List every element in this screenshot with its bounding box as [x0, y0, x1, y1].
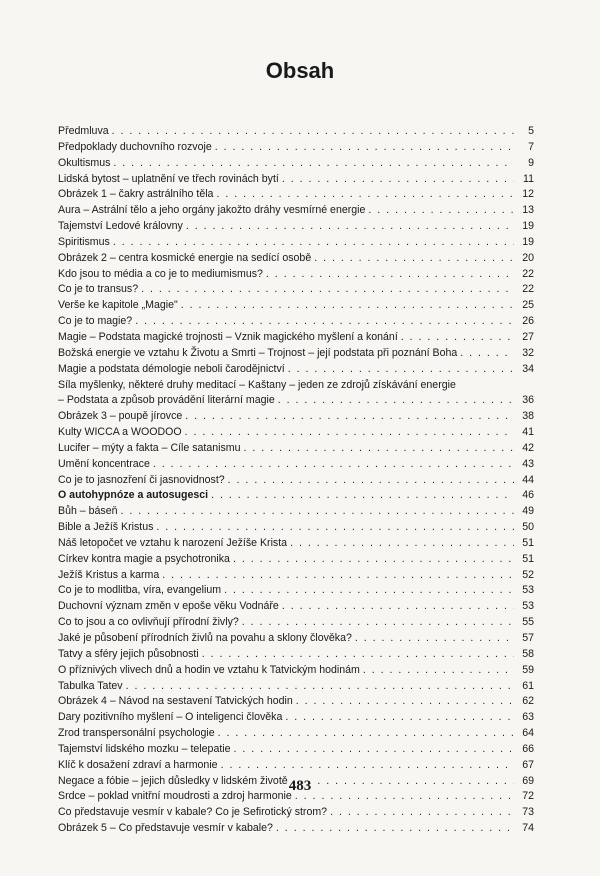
toc-entry-title: Božská energie ve vztahu k Životu a Smrti – Trojnost – její podstata při poznání Boha	[58, 346, 458, 359]
toc-entry-title: Co představuje vesmír v kabale? Co je Sefirotický strom?	[58, 806, 328, 819]
toc-entry-page: 64	[522, 727, 534, 740]
toc-entry-title: Spiritismus	[58, 235, 110, 248]
toc-entry	[58, 488, 534, 504]
toc-entry-page: 43	[522, 457, 534, 470]
toc-leader-dots	[221, 758, 514, 774]
toc-entry-title: Magie – Podstata magické trojnosti – Vznik magického myšlení a konání	[58, 330, 398, 343]
table-of-contents	[58, 124, 534, 837]
toc-entry	[58, 552, 534, 568]
toc-entry-page: 41	[522, 426, 534, 439]
toc-entry	[58, 710, 534, 726]
toc-entry-title: Bible a Ježíš Kristus	[58, 521, 154, 534]
toc-entry-page: 5	[528, 125, 534, 137]
toc-entry	[58, 219, 534, 235]
toc-entry-title: Jaké je působení přírodních živlů na povahu a sklony člověka?	[58, 632, 352, 644]
toc-leader-dots	[330, 805, 514, 821]
toc-leader-dots	[460, 346, 514, 362]
page-number: 483	[288, 778, 312, 794]
toc-entry-page: 11	[523, 172, 534, 185]
toc-entry-page: 67	[522, 758, 534, 771]
toc-entry-page: 34	[522, 362, 534, 375]
toc-entry-page: 57	[522, 632, 534, 644]
toc-entry-page: 50	[522, 521, 534, 534]
toc-leader-dots	[288, 362, 514, 378]
toc-entry-title: Obrázek 4 – Návod na sestavení Tatvických hodin	[58, 695, 293, 708]
toc-leader-dots	[296, 694, 514, 710]
toc-entry-title: Aura – Astrální tělo a jeho orgány jakožto dráhy vesmírné energie	[58, 204, 366, 217]
toc-entry-page: 19	[522, 235, 534, 248]
toc-entry-title: Obrázek 2 – centra kosmické energie na sedící osobě	[58, 251, 312, 264]
toc-entry	[58, 298, 534, 314]
toc-leader-dots	[211, 488, 514, 504]
toc-entry	[58, 378, 534, 394]
toc-entry-title: Kulty WICCA a WOODOO	[58, 426, 182, 439]
toc-entry	[58, 346, 534, 362]
toc-entry-title: Církev kontra magie a psychotronika	[58, 552, 230, 565]
toc-entry	[58, 124, 534, 140]
toc-entry-page: 38	[522, 410, 534, 423]
toc-entry-title: Předmluva	[58, 125, 109, 137]
toc-entry	[58, 235, 534, 251]
toc-leader-dots	[121, 504, 515, 520]
toc-entry-title: O příznivých vlivech dnů a hodin ve vztahu k Tatvickým hodinám	[58, 663, 360, 676]
toc-entry-title: Obrázek 5 – Co představuje vesmír v kabale?	[58, 822, 273, 835]
toc-entry-title: Ježíš Kristus a karma	[58, 568, 160, 581]
toc-entry	[58, 758, 534, 774]
toc-entry-page: 55	[522, 616, 534, 629]
toc-entry	[58, 679, 534, 695]
toc-entry-page: 36	[522, 394, 534, 407]
toc-entry-title: Síla myšlenky, některé druhy meditací – Kaštany – jeden ze zdrojů získávání energie	[58, 378, 456, 391]
toc-entry	[58, 282, 534, 298]
toc-leader-dots	[153, 457, 514, 473]
toc-entry-title: Co je to modlitba, víra, evangelium	[58, 584, 222, 597]
toc-entry-title: Srdce – poklad vnitřní moudrosti a zdroj harmonie	[58, 790, 292, 803]
toc-entry-page: 22	[522, 267, 534, 280]
toc-leader-dots	[202, 647, 514, 663]
toc-entry	[58, 267, 534, 283]
toc-leader-dots	[216, 187, 514, 203]
toc-entry-title: O autohypnóze a autosugesci	[58, 489, 209, 502]
toc-entry-page: 58	[522, 647, 534, 660]
toc-entry-page: 19	[522, 220, 534, 233]
toc-entry	[58, 140, 534, 156]
toc-entry	[58, 314, 534, 330]
toc-entry-page: 59	[522, 663, 534, 676]
toc-leader-dots	[363, 663, 514, 679]
toc-entry	[58, 172, 534, 188]
toc-leader-dots	[141, 282, 514, 298]
toc-entry-page: 7	[528, 140, 534, 153]
toc-entry-title: Lucifer – mýty a fakta – Cíle satanismu	[58, 441, 241, 454]
toc-entry	[58, 536, 534, 552]
toc-entry-title: Tajemství lidského mozku – telepatie	[58, 742, 231, 755]
toc-leader-dots	[242, 615, 514, 631]
toc-leader-dots	[112, 124, 514, 140]
toc-entry-page: 62	[522, 695, 534, 708]
toc-entry	[58, 647, 534, 663]
toc-leader-dots	[218, 726, 514, 742]
toc-leader-dots	[244, 441, 514, 457]
toc-entry-title: Magie a podstata démologie neboli čarodějnictví	[58, 362, 285, 375]
toc-entry-title: Tajemství Ledové královny	[58, 220, 183, 233]
toc-entry-title: Dary pozitivního myšlení – O inteligenci člověka	[58, 711, 283, 724]
toc-entry	[58, 330, 534, 346]
toc-entry-title: Obrázek 3 – poupě jírovce	[58, 410, 183, 423]
toc-entry	[58, 362, 534, 378]
toc-leader-dots	[228, 473, 514, 489]
toc-leader-dots	[278, 393, 514, 409]
toc-entry-title: Co je to transus?	[58, 283, 139, 296]
toc-entry	[58, 187, 534, 203]
toc-entry-page: 53	[522, 584, 534, 597]
toc-entry-title: Kdo jsou to média a co je to mediumismus?	[58, 267, 263, 280]
toc-entry-title: Tatvy a sféry jejich působnosti	[58, 647, 199, 660]
toc-entry-page: 32	[522, 346, 534, 359]
toc-leader-dots	[186, 219, 514, 235]
toc-entry-page: 26	[522, 315, 534, 328]
toc-entry-title: Klíč k dosažení zdraví a harmonie	[58, 758, 218, 771]
toc-entry-page: 72	[522, 790, 534, 803]
toc-entry-page: 51	[522, 552, 534, 565]
toc-entry	[58, 393, 534, 409]
toc-entry-title: Tabulka Tatev	[58, 679, 123, 692]
toc-entry	[58, 203, 534, 219]
toc-entry	[58, 694, 534, 710]
toc-leader-dots	[276, 821, 514, 837]
toc-entry	[58, 568, 534, 584]
toc-entry-page: 61	[522, 679, 534, 692]
toc-entry-title: Negace a fóbie – jejich důsledky v lidském životě	[58, 774, 288, 787]
toc-leader-dots	[368, 203, 514, 219]
toc-entry-page: 53	[522, 600, 534, 613]
toc-leader-dots	[290, 536, 514, 552]
toc-leader-dots	[355, 631, 514, 647]
toc-entry-title: Obrázek 1 – čakry astrálního těla	[58, 188, 214, 201]
toc-leader-dots	[185, 425, 514, 441]
toc-leader-dots	[215, 140, 514, 156]
toc-entry-title: Umění koncentrace	[58, 457, 150, 470]
toc-leader-dots	[181, 298, 514, 314]
toc-entry-page: 20	[522, 251, 534, 264]
toc-leader-dots	[282, 599, 514, 615]
page-title: Obsah	[265, 58, 335, 83]
toc-entry-title: Bůh – báseň	[58, 505, 118, 518]
toc-entry-title: Předpoklady duchovního rozvoje	[58, 140, 212, 153]
toc-entry-title: Náš letopočet ve vztahu k narození Ježíše Krista	[58, 536, 288, 549]
toc-leader-dots	[185, 409, 514, 425]
toc-leader-dots	[314, 251, 514, 267]
toc-entry-page: 49	[522, 505, 534, 518]
toc-entry	[58, 156, 534, 172]
toc-entry-page: 9	[528, 156, 534, 169]
toc-leader-dots	[285, 710, 514, 726]
toc-leader-dots	[401, 330, 514, 346]
toc-entry	[58, 821, 534, 837]
toc-entry-page: 69	[522, 774, 534, 787]
toc-entry	[58, 441, 534, 457]
toc-entry	[58, 599, 534, 615]
toc-entry-page: 46	[522, 489, 534, 502]
toc-entry-title: Lidská bytost – uplatnění ve třech rovinách bytí	[58, 172, 279, 185]
toc-entry-title: Okultismus	[58, 156, 111, 169]
toc-entry	[58, 663, 534, 679]
toc-leader-dots	[126, 679, 514, 695]
toc-entry	[58, 805, 534, 821]
toc-entry-page: 27	[522, 330, 534, 343]
toc-entry	[58, 409, 534, 425]
toc-leader-dots	[224, 583, 514, 599]
toc-leader-dots	[113, 156, 514, 172]
toc-entry-page: 74	[522, 822, 534, 835]
toc-entry	[58, 251, 534, 267]
toc-entry-page: 13	[522, 204, 534, 217]
toc-entry-title: Co je to jasnozření či jasnovidnost?	[58, 473, 225, 486]
toc-entry	[58, 504, 534, 520]
toc-entry-title: – Podstata a způsob provádění literární magie	[58, 394, 275, 407]
toc-entry	[58, 473, 534, 489]
toc-leader-dots	[113, 235, 514, 251]
toc-entry-page: 52	[522, 568, 534, 581]
toc-entry-title: Co je to magie?	[58, 315, 133, 328]
toc-entry-page: 44	[522, 473, 534, 486]
toc-entry	[58, 631, 534, 647]
toc-entry	[58, 742, 534, 758]
toc-entry-page: 12	[522, 188, 534, 201]
toc-entry	[58, 425, 534, 441]
toc-entry-page: 66	[522, 742, 534, 755]
toc-leader-dots	[282, 172, 514, 188]
toc-entry-title: Co to jsou a co ovlivňují přírodní živly?	[58, 616, 239, 629]
toc-entry-page: 42	[522, 441, 534, 454]
toc-leader-dots	[234, 742, 514, 758]
toc-leader-dots	[233, 552, 514, 568]
toc-entry	[58, 583, 534, 599]
toc-leader-dots	[156, 520, 514, 536]
toc-entry-page: 25	[522, 299, 534, 312]
toc-entry	[58, 726, 534, 742]
toc-leader-dots	[162, 568, 514, 584]
toc-entry	[58, 457, 534, 473]
toc-entry-page: 22	[522, 283, 534, 296]
toc-entry-title: Duchovní význam změn v epoše věku Vodnáře	[58, 600, 279, 613]
toc-entry-title: Zrod transpersonální psychologie	[58, 727, 215, 740]
toc-entry	[58, 520, 534, 536]
toc-leader-dots	[266, 267, 514, 283]
toc-entry-page: 73	[522, 806, 534, 819]
toc-entry	[58, 615, 534, 631]
toc-entry-title: Verše ke kapitole „Magie"	[58, 299, 178, 312]
toc-entry-page: 63	[522, 711, 534, 724]
toc-leader-dots	[135, 314, 514, 330]
toc-entry-page: 51	[522, 536, 534, 549]
